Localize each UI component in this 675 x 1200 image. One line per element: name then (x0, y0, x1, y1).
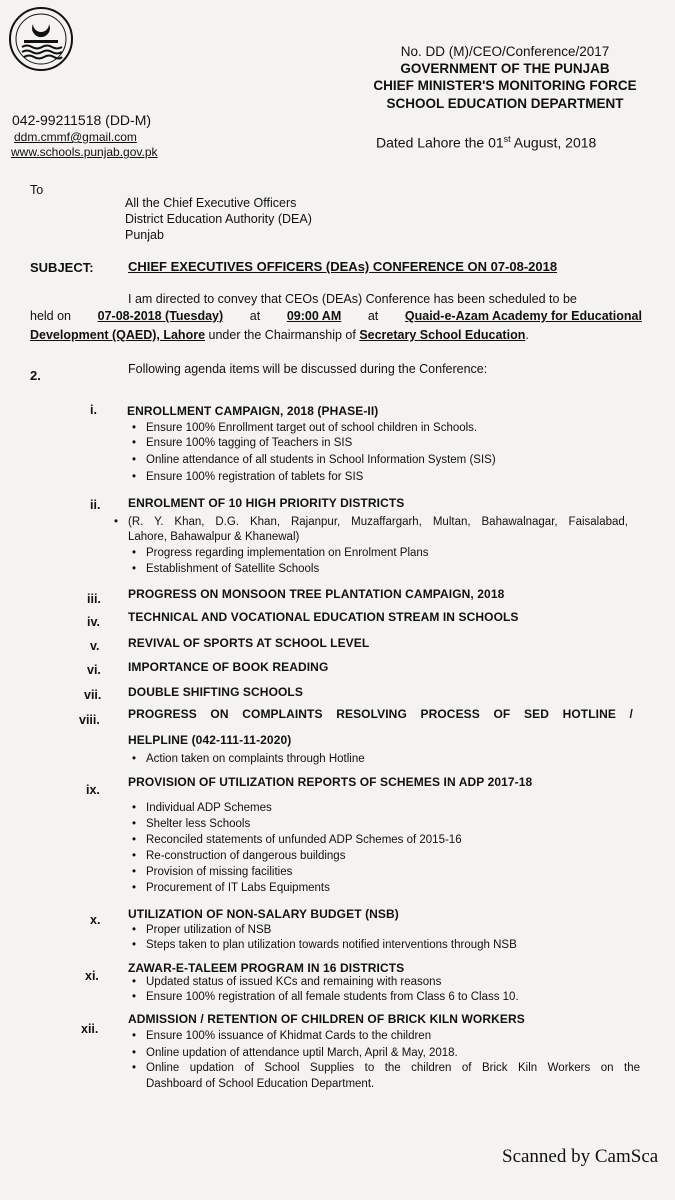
govt-line: GOVERNMENT OF THE PUNJAB (400, 61, 610, 76)
agenda-x-title: UTILIZATION OF NON-SALARY BUDGET (NSB) (128, 907, 399, 921)
agenda-ix-bullet4: • Re-construction of dangerous buildings (146, 850, 345, 862)
agenda-i-bullet2: • Ensure 100% tagging of Teachers in SIS (146, 437, 352, 449)
para1-line2: held on 07-08-2018 (Tuesday) at 09:00 AM at Quaid-e-Azam Academy for Educational (30, 309, 642, 323)
department-line: CHIEF MINISTER'S MONITORING FORCE (373, 78, 637, 93)
agenda-x-number: x. (90, 913, 101, 927)
agenda-i-bullet1: • Ensure 100% Enrollment target out of school children in Schools. (146, 422, 477, 434)
agenda-ii-bullet1: • Progress regarding implementation on Enrolment Plans (146, 547, 429, 559)
reference-number: No. DD (M)/CEO/Conference/2017 (400, 44, 610, 59)
agenda-vi-title: IMPORTANCE OF BOOK READING (128, 660, 329, 674)
scanner-watermark: Scanned by CamSca (502, 1146, 659, 1167)
agenda-ix-bullet3: • Reconciled statements of unfunded ADP Schemes of 2015-16 (146, 834, 462, 846)
agenda-ii-title: ENROLMENT OF 10 HIGH PRIORITY DISTRICTS (128, 496, 405, 510)
subject-label: SUBJECT: (30, 260, 94, 275)
agenda-xi-bullet1: • Updated status of issued KCs and remaining with reasons (146, 976, 441, 988)
agenda-v-title: REVIVAL OF SPORTS AT SCHOOL LEVEL (128, 636, 370, 650)
agenda-ix-title: PROVISION OF UTILIZATION REPORTS OF SCHEMES IN ADP 2017-18 (128, 775, 533, 789)
agenda-viii-bullet1: • Action taken on complaints through Hotline (146, 753, 365, 765)
agenda-i-bullet3: • Online attendance of all students in School Information System (SIS) (146, 454, 496, 466)
punjab-government-logo (8, 6, 74, 72)
para2-text: Following agenda items will be discussed during the Conference: (128, 362, 488, 376)
agenda-ii-number: ii. (90, 498, 101, 512)
agenda-ix-bullet6: • Procurement of IT Labs Equipments (146, 882, 330, 894)
agenda-xi-number: xi. (85, 969, 99, 983)
agenda-iv-number: iv. (87, 615, 100, 629)
school-education-line: SCHOOL EDUCATION DEPARTMENT (386, 96, 624, 111)
agenda-vi-number: vi. (87, 663, 101, 677)
agenda-iii-title: PROGRESS ON MONSOON TREE PLANTATION CAMPAIGN, 2018 (128, 587, 505, 601)
email-address: ddm.cmmf@gmail.com (14, 130, 137, 144)
agenda-i-number: i. (90, 403, 97, 417)
agenda-xii-bullet3: • Online updation of School Supplies to the children of Brick Kiln Workers on the (146, 1062, 640, 1074)
agenda-iii-number: iii. (87, 592, 101, 606)
para2-number: 2. (30, 368, 41, 383)
agenda-xi-bullet2: • Ensure 100% registration of all female students from Class 6 to Class 10. (146, 991, 519, 1003)
agenda-vii-number: vii. (84, 688, 102, 702)
agenda-vii-title: DOUBLE SHIFTING SCHOOLS (128, 685, 303, 699)
recipient-line3: Punjab (125, 228, 164, 242)
agenda-viii-title-line1: PROGRESS ON COMPLAINTS RESOLVING PROCESS OF SED HOTLINE / (128, 707, 633, 721)
agenda-viii-title-line2: HELPLINE (042-111-11-2020) (128, 733, 292, 747)
phone-number: 042-99211518 (DD-M) (12, 112, 152, 128)
agenda-ix-number: ix. (86, 783, 100, 797)
agenda-viii-number: viii. (79, 713, 100, 727)
dated-line: Dated Lahore the 01st August, 2018 (376, 134, 597, 151)
recipient-line1: All the Chief Executive Officers (125, 196, 297, 210)
agenda-ix-bullet1: • Individual ADP Schemes (146, 802, 272, 814)
agenda-xii-title: ADMISSION / RETENTION OF CHILDREN OF BRICK KILN WORKERS (128, 1012, 525, 1026)
agenda-ii-districts-line1: • (R. Y. Khan, D.G. Khan, Rajanpur, Muzaffargarh, Multan, Bahawalnagar, Faisalabad, (128, 516, 628, 528)
agenda-xii-bullet1: • Ensure 100% issuance of Khidmat Cards to the children (146, 1030, 431, 1042)
subject-text: CHIEF EXECUTIVES OFFICERS (DEAs) CONFERENCE ON 07-08-2018 (128, 259, 558, 274)
recipient-line2: District Education Authority (DEA) (125, 212, 312, 226)
agenda-x-bullet1: • Proper utilization of NSB (146, 924, 271, 936)
agenda-v-number: v. (90, 639, 100, 653)
agenda-xii-number: xii. (81, 1022, 99, 1036)
agenda-xii-bullet2: • Online updation of attendance uptil March, April & May, 2018. (146, 1047, 458, 1059)
agenda-ii-districts-line2: Lahore, Bahawalpur & Khanewal) (128, 531, 300, 543)
agenda-i-bullet4: • Ensure 100% registration of tablets for SIS (146, 471, 363, 483)
agenda-iv-title: TECHNICAL AND VOCATIONAL EDUCATION STREAM IN SCHOOLS (128, 610, 519, 624)
agenda-ii-bullet2: • Establishment of Satellite Schools (146, 563, 319, 575)
para1-line1: I am directed to convey that CEOs (DEAs) Conference has been scheduled to be (128, 292, 577, 306)
agenda-xi-title: ZAWAR-E-TALEEM PROGRAM IN 16 DISTRICTS (128, 961, 405, 975)
agenda-ix-bullet5: • Provision of missing facilities (146, 866, 292, 878)
agenda-xii-bullet3-cont: Dashboard of School Education Department. (146, 1078, 375, 1090)
para1-line3: Development (QAED), Lahore under the Chairmanship of Secretary School Education. (30, 328, 529, 342)
website-address: www.schools.punjab.gov.pk (11, 145, 158, 159)
to-label: To (30, 183, 44, 197)
agenda-i-title: ENROLLMENT CAMPAIGN, 2018 (PHASE-II) (127, 404, 379, 418)
agenda-x-bullet2: • Steps taken to plan utilization towards notified interventions through NSB (146, 939, 517, 951)
agenda-ix-bullet2: • Shelter less Schools (146, 818, 250, 830)
